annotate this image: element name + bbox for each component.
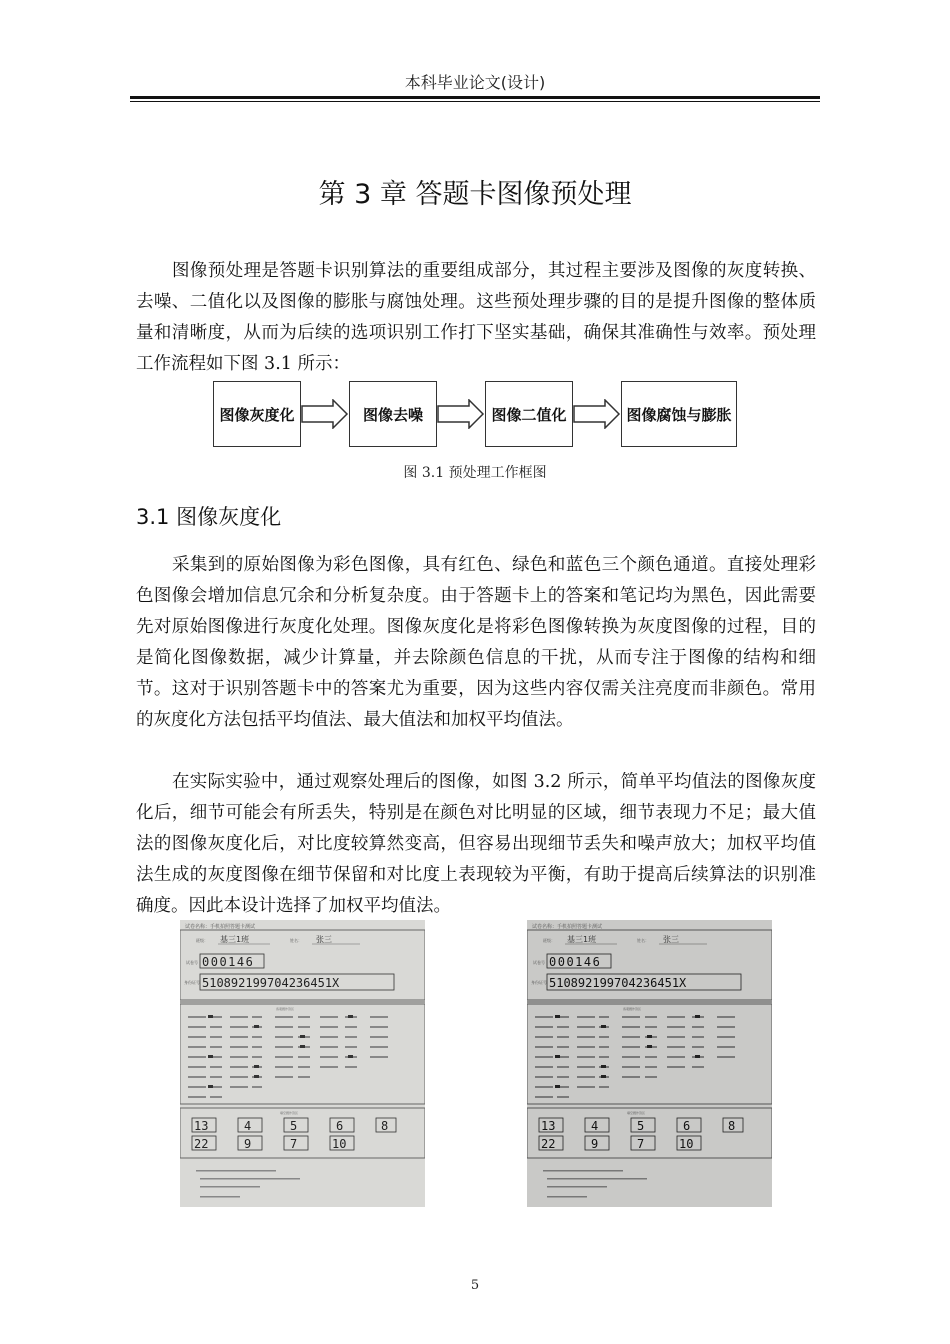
score-4: 6: [336, 1119, 344, 1133]
score-gray-8: 10: [679, 1137, 694, 1151]
answer-sheet-photo-left: [180, 920, 425, 1207]
name-value: 张三: [316, 935, 332, 944]
score-6: 9: [244, 1137, 252, 1151]
score-gray-2: 4: [591, 1119, 599, 1133]
figure-caption: 图 3.1 预处理工作框图: [403, 465, 547, 481]
score-7: 7: [290, 1137, 298, 1151]
intro-paragraph: 图像预处理是答题卡识别算法的重要组成部分，其过程主要涉及图像的灰度转换、去噪、二值化以及图像的膨胀与腐蚀处理。这些预处理步骤的目的是提升图像的整体质量和清晰度，从而为后续的选项识别工作打下坚实基础，确保其准确性与效率。预处理工作流程如下图 3.1 所示：: [136, 261, 816, 374]
score-gray-5: 22: [541, 1137, 556, 1151]
svg-text:身份证号: 身份证号: [184, 980, 200, 985]
svg-text:试卷号: 试卷号: [186, 960, 198, 965]
header-rule-thin: [130, 101, 820, 102]
score-1: 13: [194, 1119, 209, 1133]
score-gray-3: 5: [637, 1119, 645, 1133]
score-8: 10: [332, 1137, 347, 1151]
class-value: 基三1班: [220, 935, 250, 944]
svg-text:试卷名称：手机拍照答题卡测试: 试卷名称：手机拍照答题卡测试: [185, 924, 256, 930]
svg-text:姓名：: 姓名：: [637, 938, 649, 943]
svg-text:试卷号: 试卷号: [533, 960, 545, 965]
score-gray-1: 13: [541, 1119, 556, 1133]
header-rule-thick: [130, 96, 820, 99]
flow-arrow-icon: [301, 399, 349, 429]
flowchart: [213, 381, 743, 449]
flow-arrow-icon: [437, 399, 485, 429]
svg-text:身份证号: 身份证号: [531, 980, 547, 985]
score-gray-9: 8: [728, 1119, 736, 1133]
score-2: 4: [244, 1119, 252, 1133]
id-number-digits-gray: 510892199704236451X: [549, 976, 687, 990]
score-5: 22: [194, 1137, 209, 1151]
flow-step-morphology: 图像腐蚀与膨胀: [621, 381, 737, 447]
section-paragraph-2: 在实际实验中，通过观察处理后的图像，如图 3.2 所示，简单平均值法的图像灰度化后，细节可能会有所丢失，特别是在颜色对比明显的区域，细节表现力不足；最大值法的图像灰度化后，对比度较算然变高，但容易出现细节丢失和噪声放大；加权平均值法生成的灰度图像在细节保留和对比度上表现较为平衡，有助于提高后续算法的识别准确度。因此本设计选择了加权平均值法。: [136, 772, 816, 916]
flow-step-grayscale: 图像灰度化: [213, 381, 301, 447]
chapter-title: 第 3 章 答题卡图像预处理: [318, 179, 632, 210]
svg-text:姓名：: 姓名：: [290, 938, 302, 943]
flow-arrow-icon: [573, 399, 621, 429]
score-gray-7: 7: [637, 1137, 645, 1151]
score-gray-6: 9: [591, 1137, 599, 1151]
section-paragraph-1: 采集到的原始图像为彩色图像，具有红色、绿色和蓝色三个颜色通道。直接处理彩色图像会增加信息冗余和分析复杂度。由于答题卡上的答案和笔记均为黑色，因此需要先对原始图像进行灰度化处理。图像灰度化是将彩色图像转换为灰度图像的过程，目的是简化图像数据，减少计算量，并去除颜色信息的干扰，从而专注于图像的结构和细节。这对于识别答题卡中的答案尤为重要，因为这些内容仅需关注亮度而非颜色。常用的灰度化方法包括平均值法、最大值法和加权平均值法。: [136, 555, 816, 730]
svg-text:填空题作答区: 填空题作答区: [627, 1111, 646, 1115]
id-number-digits: 510892199704236451X: [202, 976, 340, 990]
svg-text:客观题作答区: 客观题作答区: [276, 1007, 295, 1011]
svg-text:班级：: 班级：: [543, 938, 555, 943]
section-heading: 3.1 图像灰度化: [136, 505, 282, 529]
name-value-gray: 张三: [663, 935, 679, 944]
score-9: 8: [381, 1119, 389, 1133]
svg-text:试卷名称：手机拍照答题卡测试: 试卷名称：手机拍照答题卡测试: [532, 924, 603, 930]
svg-text:填空题作答区: 填空题作答区: [280, 1111, 299, 1115]
flow-step-denoise: 图像去噪: [349, 381, 437, 447]
svg-text:班级：: 班级：: [196, 938, 208, 943]
exam-id-digits-gray: 000146: [549, 955, 602, 969]
page-number: 5: [470, 1278, 480, 1293]
svg-text:客观题作答区: 客观题作答区: [623, 1007, 642, 1011]
score-gray-4: 6: [683, 1119, 691, 1133]
answer-sheet-photo-right: [527, 920, 772, 1207]
score-3: 5: [290, 1119, 298, 1133]
exam-id-digits: 000146: [202, 955, 255, 969]
flow-step-binarize: 图像二值化: [485, 381, 573, 447]
running-header: 本科毕业论文(设计): [404, 73, 546, 92]
class-value-gray: 基三1班: [567, 935, 597, 944]
